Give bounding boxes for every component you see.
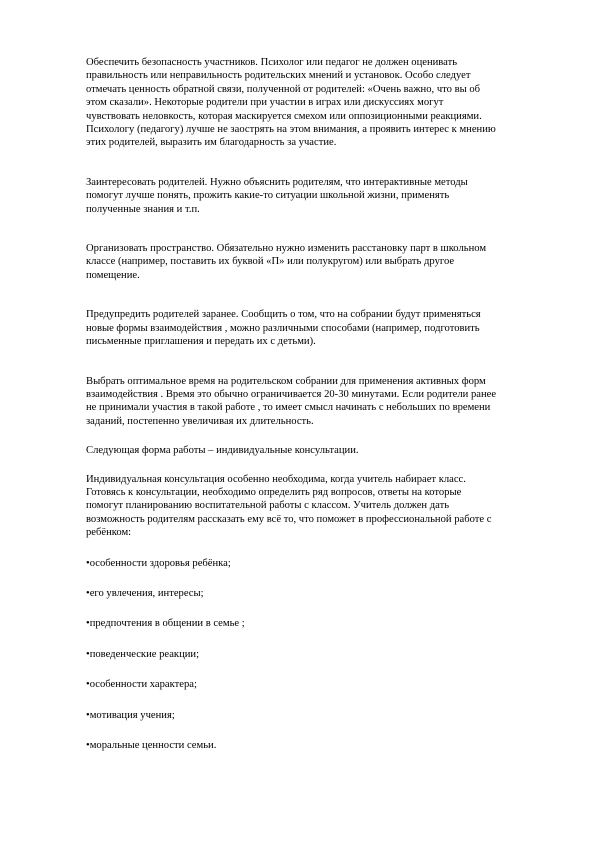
paragraph-space: Организовать пространство. Обязательно нужно изменить расстановку парт в школьном классе (например, поставить их буквой «П» или полукругом) или выбрать другое помещение. <box>86 243 487 281</box>
list-item: •особенности здоровья ребёнка; <box>86 557 231 569</box>
list-item: •моральные ценности семьи. <box>86 740 217 751</box>
paragraph-interest: Заинтересовать родителей. Нужно объяснить родителям, что интерактивные методы помогут лучше понять, прожить какие-то ситуации школьной жизни, применять полученные знания и т.п. <box>86 176 468 215</box>
paragraph-consultation: Индивидуальная консультация особенно необходима, когда учитель набирает класс. Готовясь к консультации, необходимо определить ряд вопросов, ответы на которые помогут планированию воспитательной работы с классом. Учитель должен дать возможность родителям рассказать ему всё то, что поможет в профессиональной работе с ребёнком: <box>86 473 492 539</box>
list-item: •его увлечения, интересы; <box>86 587 204 599</box>
paragraph-next-form: Следующая форма работы – индивидуальные консультации. <box>86 445 359 457</box>
paragraph-time: Выбрать оптимальное время на родительском собрании для применения активных форм взаимодействия . Время это обычно ограничивается 20-30 минутами. Если родители ранее не принимали участия в такой работе , то имеет смысл начинать с небольших по времени заданий, постепенно увеличивая их длительность. <box>86 375 497 427</box>
list-item: •поведенческие реакции; <box>86 648 200 660</box>
list-item: •мотивация учения; <box>86 709 175 721</box>
list-item: •предпочтения в общении в семье ; <box>86 618 245 630</box>
document-page <box>86 56 546 752</box>
list-item: •особенности характера; <box>86 679 197 691</box>
paragraph-safety: Обеспечить безопасность участников. Психолог или педагог не должен оценивать правильность или неправильность родительских мнений и установок. Особо следует отмечать ценность обратной связи, полученной от родителей: «Очень важно, что вы об этом сказали». Некоторые родители при участии в играх или дискуссиях могут чувствовать неловкость, которая маскируется смехом или оппозиционными реакциями. Психологу (педагогу) лучше не заострять на этом внимания, а проявить интерес к мнению этих родителей, выразить им благодарность за участие. <box>86 57 496 149</box>
paragraph-warn: Предупредить родителей заранее. Сообщить о том, что на собрании будут применяться новые формы взаимодействия , можно различными способами (например, подготовить письменные приглашения и передать их с детьми). <box>86 309 481 348</box>
bullet-list <box>86 557 546 753</box>
